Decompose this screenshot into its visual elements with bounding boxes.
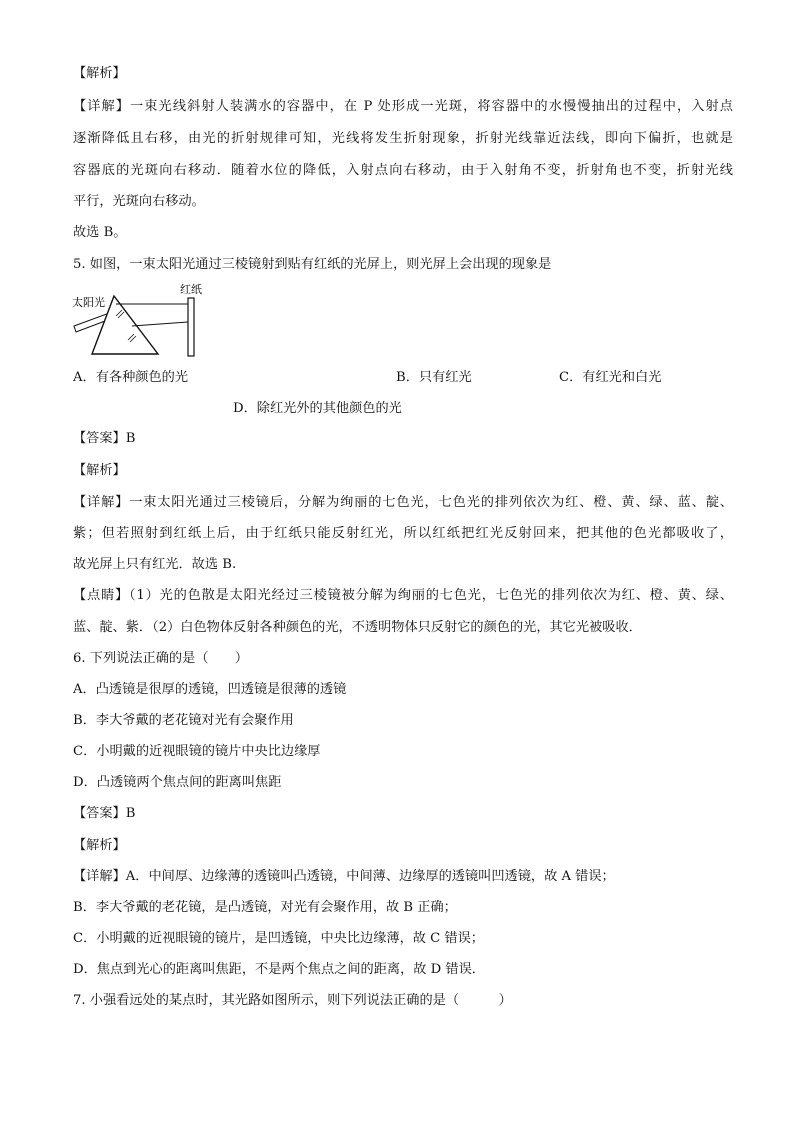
detail-line: 平行，光斑向右移动。 (73, 194, 205, 209)
option-c: C．小明戴的近视眼镜的镜片中央比边缘厚 (73, 744, 321, 759)
dispersed-beam-bottom (132, 322, 188, 326)
option-b: B．只有红光 (396, 370, 472, 385)
question-5-stem: 5. 如图，一束太阳光通过三棱镜射到贴有红纸的光屏上，则光屏上会出现的现象是 (73, 257, 552, 272)
answer-line: 【答案】B (73, 806, 136, 821)
detail-line: 容器底的光斑向右移动．随着水位的降低，入射点向右移动，由于入射角不变，折射角也不变，折射光线 (73, 163, 733, 178)
question-6-stem: 6. 下列说法正确的是（ ） (73, 651, 249, 666)
light-screen (188, 298, 194, 356)
detail-line: C．小明戴的近视眼镜的镜片，是凹透镜，中央比边缘薄，故 C 错误； (73, 931, 484, 946)
option-d: D．凸透镜两个焦点间的距离叫焦距 (73, 775, 282, 790)
detail-line: 紫；但若照射到红纸上后，由于红纸只能反射红光，所以红纸把红光反射回来，把其他的色光都吸收了， (73, 526, 733, 541)
comment-line: 【点睛】（1）光的色散是太阳光经过三棱镜被分解为绚丽的七色光，七色光的排列依次为红、橙、黄、绿、 (73, 588, 733, 603)
detail-line: 【详解】一束光线斜射人装满水的容器中，在 P 处形成一光斑，将容器中的水慢慢抽出的过程中，入射点 (73, 99, 733, 114)
detail-line: 故光屏上只有红光．故选 B. (73, 557, 237, 572)
detail-line: 逐渐降低且右移，由光的折射规律可知，光线将发生折射现象，折射光线靠近法线，即向下偏折，也就是 (73, 131, 733, 146)
analysis-heading: 【解析】 (73, 838, 126, 853)
question-7-stem: 7. 小强看远处的某点时，其光路如图所示，则下列说法正确的是（ ） (73, 993, 512, 1008)
option-b: B．李大爷戴的老花镜对光有会聚作用 (73, 713, 294, 728)
comment-line: 蓝、靛、紫．（2）白色物体反射各种颜色的光，不透明物体只反射它的颜色的光，其它光被吸收． (73, 620, 642, 635)
detail-line: D．焦点到光心的距离叫焦距，不是两个焦点之间的距离，故 D 错误． (73, 962, 485, 977)
analysis-heading: 【解析】 (73, 463, 126, 478)
answer-line: 【答案】B (73, 431, 136, 446)
option-a: A．有各种颜色的光 (73, 370, 189, 385)
option-c: C．有红光和白光 (559, 370, 662, 385)
detail-line: B．李大爷戴的老花镜，是凸透镜，对光有会聚作用，故 B 正确； (73, 900, 457, 915)
red-paper-label: 红纸 (180, 283, 202, 296)
detail-line: 【详解】一束太阳光通过三棱镜后，分解为绚丽的七色光，七色光的排列依次为红、橙、黄、绿、蓝、靛、 (73, 495, 733, 510)
option-a: A．凸透镜是很厚的透镜，凹透镜是很薄的透镜 (73, 682, 347, 697)
sunlight-label: 太阳光 (72, 296, 105, 309)
analysis-heading: 【解析】 (73, 66, 126, 81)
option-d: D．除红光外的其他颜色的光 (233, 401, 402, 416)
conclusion-line: 故选 B。 (73, 225, 127, 240)
prism-figure (70, 282, 220, 366)
prism-diagram (70, 282, 220, 362)
detail-line: 【详解】A．中间厚、边缘薄的透镜叫凸透镜，中间薄、边缘厚的透镜叫凹透镜，故 A 错误； (73, 869, 615, 884)
